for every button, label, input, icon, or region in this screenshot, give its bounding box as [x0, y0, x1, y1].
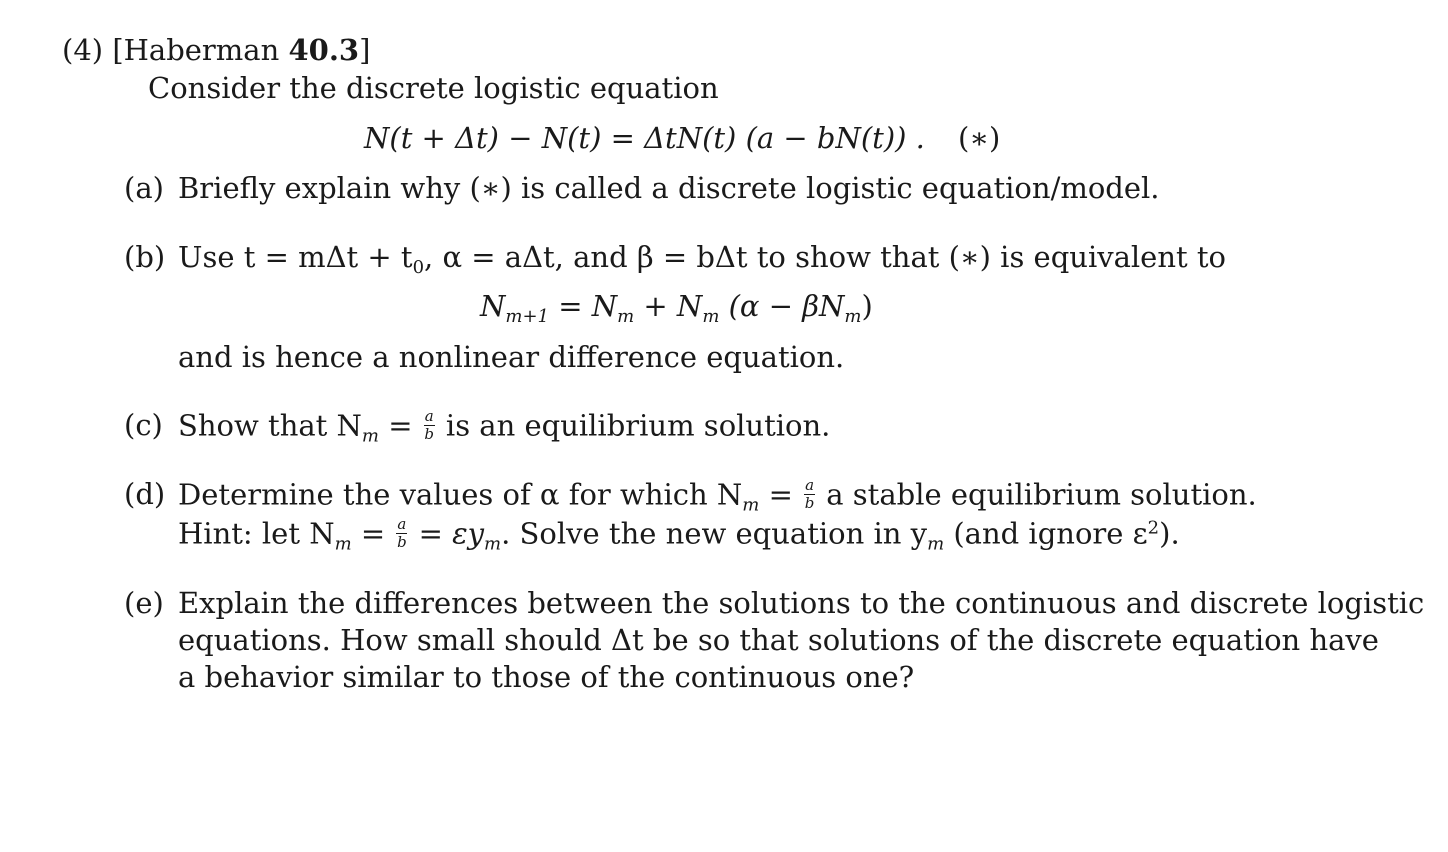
part-d-post: a stable equilibrium solution. [817, 477, 1257, 512]
part-c-text [178, 407, 831, 447]
part-b-eq-mid2: + N [634, 289, 703, 323]
part-e-line3: a behavior similar to those of the continuous one? [178, 660, 915, 694]
part-b-eq-mid3: (α − βN [719, 289, 845, 323]
part-d-hint-mid-sub: m [484, 533, 502, 555]
part-d-hint-post: . Solve the new equation in y [501, 516, 928, 551]
part-d-hint-end: (and ignore ε [944, 516, 1148, 551]
part-c-pre: Show that N [178, 408, 362, 443]
part-d-sub: m [742, 494, 760, 516]
part-b-eq-lhs: N [480, 289, 506, 323]
part-c-frac-num: a [424, 407, 434, 425]
problem-source-suffix: ] [359, 33, 371, 67]
part-b-sub0: 0 [412, 257, 425, 278]
part-a-label: (a) [124, 171, 164, 205]
part-d-label: (d) [124, 477, 166, 511]
part-d-hint-pre: Hint: let N [178, 516, 335, 551]
part-b-line2: and is hence a nonlinear difference equation. [178, 340, 845, 374]
part-b-line1 [178, 240, 1227, 278]
part-d-pre: Determine the values of α for which N [178, 477, 743, 512]
part-d-frac-den: b [804, 494, 815, 512]
part-c-post: is an equilibrium solution. [436, 408, 831, 443]
part-d-hint-eq: = [351, 516, 395, 551]
problem-header [62, 33, 371, 67]
part-d-fraction [804, 478, 815, 511]
part-d-hint-frac-den: b [397, 533, 407, 551]
problem-source-prefix: [Haberman [112, 33, 289, 67]
part-b-eq-end: ) [861, 289, 873, 323]
main-equation-body: N(t + Δt) − N(t) = ΔtN(t) (a − bN(t)) . [364, 121, 925, 155]
part-c-frac-den: b [424, 425, 435, 443]
part-e-line2: equations. How small should Δt be so that solutions of the discrete equation have [178, 623, 1379, 657]
problem-number: (4) [62, 33, 104, 67]
part-d-hint-post-sub: m [927, 533, 945, 555]
part-b-eq-lhs-sub: m+1 [505, 306, 549, 327]
main-equation [364, 121, 925, 155]
part-d-hint-mid: = εy [409, 516, 485, 551]
part-d-hint-fraction [396, 517, 407, 550]
part-c-eq: = [379, 408, 422, 443]
part-b-eq-mid2-sub: m [702, 306, 720, 327]
part-b-line1-rest: , α = aΔt, and β = bΔt to show that (∗) is equivalent to [424, 240, 1227, 274]
part-d-hint-frac-num: a [397, 515, 407, 533]
part-c-sub: m [361, 425, 379, 447]
part-b-label: (b) [124, 240, 166, 274]
part-b-equation [480, 289, 873, 327]
part-b-eq-mid1-sub: m [617, 306, 635, 327]
part-b-eq-mid3-sub: m [844, 306, 862, 327]
part-c-label: (c) [124, 408, 163, 442]
problem-source-number: 40.3 [288, 33, 360, 67]
part-d-hint-sub: m [334, 533, 352, 555]
part-d-hint [178, 515, 1180, 555]
part-a-text: Briefly explain why (∗) is called a discrete logistic equation/model. [178, 171, 1160, 205]
part-d-text [178, 476, 1257, 516]
part-e-label: (e) [124, 586, 164, 620]
part-d-hint-sup: 2 [1147, 517, 1160, 539]
part-c-fraction [424, 409, 435, 442]
part-d-hint-close: ). [1159, 516, 1180, 551]
part-d-frac-num: a [805, 476, 815, 494]
problem-intro: Consider the discrete logistic equation [148, 71, 719, 105]
part-b-line1-start: Use t = mΔt + t [178, 240, 413, 274]
part-e-line1: Explain the differences between the solutions to the continuous and discrete logistic [178, 586, 1425, 620]
part-b-eq-mid1: = N [548, 289, 618, 323]
part-d-eq: = [759, 477, 803, 512]
equation-tag: (∗) [958, 121, 1001, 155]
